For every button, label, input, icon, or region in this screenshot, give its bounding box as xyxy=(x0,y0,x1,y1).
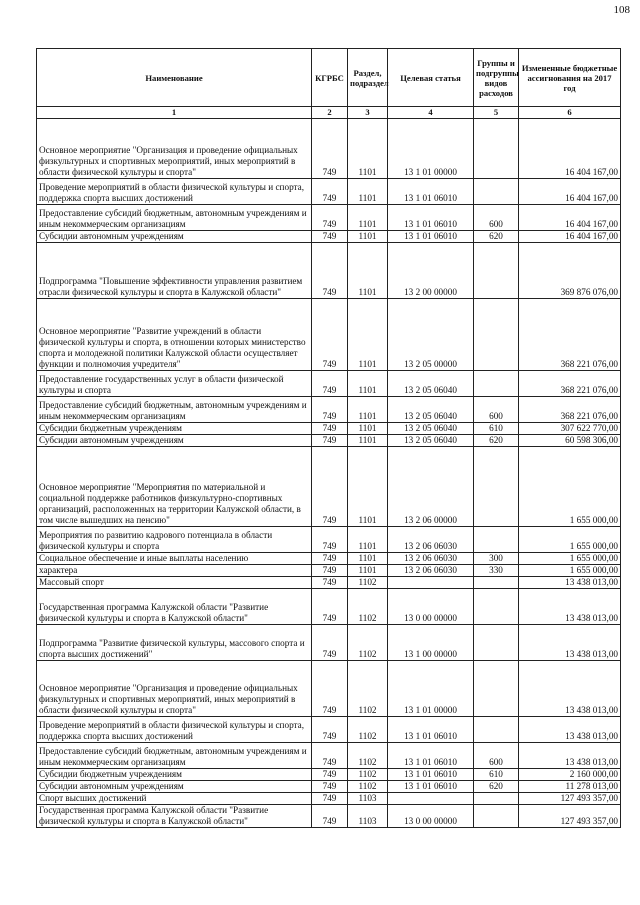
budget-table xyxy=(36,48,621,828)
cell-name: Предоставление субсидий бюджетным, автономным учреждениям и иным некоммерческим организациям xyxy=(37,743,312,769)
cell-group xyxy=(474,589,519,625)
cell-amount: 16 404 167,00 xyxy=(519,119,621,179)
header-changed: Измененные бюджетные ассигнования на 2017 год xyxy=(519,49,621,107)
cell-name: характера xyxy=(37,565,312,577)
cell-kgrbs: 749 xyxy=(312,423,348,435)
cell-group xyxy=(474,661,519,717)
cell-kgrbs: 749 xyxy=(312,793,348,805)
cell-target xyxy=(388,793,474,805)
cell-target: 13 2 06 00000 xyxy=(388,447,474,527)
table-row xyxy=(37,805,621,828)
cell-group: 610 xyxy=(474,769,519,781)
table-row xyxy=(37,119,621,179)
cell-section: 1101 xyxy=(348,179,388,205)
table-body xyxy=(37,119,621,828)
cell-name: Предоставление субсидий бюджетным, автономным учреждениям и иным некоммерческим организациям xyxy=(37,205,312,231)
cell-group xyxy=(474,577,519,589)
cell-amount: 307 622 770,00 xyxy=(519,423,621,435)
cell-group: 620 xyxy=(474,435,519,447)
cell-section: 1101 xyxy=(348,243,388,299)
cell-section: 1102 xyxy=(348,781,388,793)
cell-section: 1103 xyxy=(348,793,388,805)
cell-name: Субсидии автономным учреждениям xyxy=(37,435,312,447)
cell-name: Подпрограмма "Развитие физической культуры, массового спорта и спорта высших достижений" xyxy=(37,625,312,661)
cell-section: 1101 xyxy=(348,423,388,435)
cell-group: 600 xyxy=(474,397,519,423)
table-row xyxy=(37,769,621,781)
table-row xyxy=(37,661,621,717)
cell-amount: 1 655 000,00 xyxy=(519,527,621,553)
cell-amount: 13 438 013,00 xyxy=(519,577,621,589)
cell-name: Государственная программа Калужской области "Развитие физической культуры и спорта в Калужской области" xyxy=(37,805,312,828)
cell-target: 13 2 05 06040 xyxy=(388,397,474,423)
cell-target: 13 1 01 06010 xyxy=(388,179,474,205)
cell-name: Субсидии бюджетным учреждениям xyxy=(37,769,312,781)
cell-kgrbs: 749 xyxy=(312,231,348,243)
table-row xyxy=(37,553,621,565)
cell-group: 600 xyxy=(474,743,519,769)
cell-group xyxy=(474,717,519,743)
table-row xyxy=(37,397,621,423)
cell-target: 13 1 01 00000 xyxy=(388,119,474,179)
cell-name: Государственная программа Калужской области "Развитие физической культуры и спорта в Калужской области" xyxy=(37,589,312,625)
cell-kgrbs: 749 xyxy=(312,435,348,447)
cell-name: Проведение мероприятий в области физической культуры и спорта, поддержка спорта высших достижений xyxy=(37,179,312,205)
cell-target: 13 1 01 06010 xyxy=(388,743,474,769)
cell-amount: 1 655 000,00 xyxy=(519,565,621,577)
cell-kgrbs: 749 xyxy=(312,805,348,828)
cell-target: 13 2 05 00000 xyxy=(388,299,474,371)
table-row xyxy=(37,589,621,625)
cell-target xyxy=(388,577,474,589)
cell-name: Предоставление государственных услуг в области физической культуры и спорта xyxy=(37,371,312,397)
cell-amount: 16 404 167,00 xyxy=(519,205,621,231)
cell-group: 330 xyxy=(474,565,519,577)
cell-target: 13 0 00 00000 xyxy=(388,589,474,625)
cell-section: 1101 xyxy=(348,447,388,527)
cell-section: 1102 xyxy=(348,743,388,769)
cell-group xyxy=(474,447,519,527)
cell-amount: 1 655 000,00 xyxy=(519,447,621,527)
cell-kgrbs: 749 xyxy=(312,553,348,565)
cell-target: 13 1 01 06010 xyxy=(388,781,474,793)
cell-group xyxy=(474,805,519,828)
column-number: 1 xyxy=(37,107,312,119)
cell-name: Основное мероприятие "Организация и проведение официальных физкультурных и спортивных мероприятий, иных мероприятий в области физической культуры и спорта" xyxy=(37,119,312,179)
cell-amount: 1 655 000,00 xyxy=(519,553,621,565)
cell-name: Массовый спорт xyxy=(37,577,312,589)
cell-group: 600 xyxy=(474,205,519,231)
table-row xyxy=(37,179,621,205)
header-target: Целевая статья xyxy=(388,49,474,107)
page-number: 108 xyxy=(613,4,630,16)
cell-section: 1102 xyxy=(348,625,388,661)
cell-target: 13 1 01 06010 xyxy=(388,231,474,243)
cell-kgrbs: 749 xyxy=(312,299,348,371)
cell-target: 13 2 06 06030 xyxy=(388,527,474,553)
cell-amount: 13 438 013,00 xyxy=(519,589,621,625)
table-row xyxy=(37,565,621,577)
cell-kgrbs: 749 xyxy=(312,625,348,661)
table-row xyxy=(37,447,621,527)
cell-kgrbs: 749 xyxy=(312,119,348,179)
table-row xyxy=(37,743,621,769)
cell-group xyxy=(474,527,519,553)
header-name: Наименование xyxy=(37,49,312,107)
cell-kgrbs: 749 xyxy=(312,565,348,577)
cell-section: 1101 xyxy=(348,435,388,447)
cell-amount: 368 221 076,00 xyxy=(519,299,621,371)
cell-amount: 11 278 013,00 xyxy=(519,781,621,793)
cell-name: Субсидии автономным учреждениям xyxy=(37,231,312,243)
column-number: 5 xyxy=(474,107,519,119)
cell-kgrbs: 749 xyxy=(312,179,348,205)
cell-name: Спорт высших достижений xyxy=(37,793,312,805)
cell-target: 13 2 00 00000 xyxy=(388,243,474,299)
cell-target: 13 1 01 06010 xyxy=(388,769,474,781)
cell-amount: 13 438 013,00 xyxy=(519,661,621,717)
cell-name: Основное мероприятие "Развитие учреждений в области физической культуры и спорта, в отношении которых министерство спорта и молодежной политики Калужской области осуществляет функции и полномочия учредителя" xyxy=(37,299,312,371)
cell-name: Предоставление субсидий бюджетным, автономным учреждениям и иным некоммерческим организациям xyxy=(37,397,312,423)
header-row xyxy=(37,49,621,107)
cell-amount: 16 404 167,00 xyxy=(519,179,621,205)
cell-group xyxy=(474,793,519,805)
cell-group: 620 xyxy=(474,231,519,243)
cell-section: 1102 xyxy=(348,661,388,717)
table-row xyxy=(37,781,621,793)
cell-name: Мероприятия по развитию кадрового потенциала в области физической культуры и спорта xyxy=(37,527,312,553)
cell-section: 1101 xyxy=(348,553,388,565)
cell-amount: 13 438 013,00 xyxy=(519,743,621,769)
cell-name: Основное мероприятие "Мероприятия по материальной и социальной поддержке работников физкультурно-спортивных организаций, расположенных на территории Калужской области, в том числе вышедших на пенсию" xyxy=(37,447,312,527)
cell-kgrbs: 749 xyxy=(312,589,348,625)
cell-section: 1101 xyxy=(348,119,388,179)
cell-target: 13 1 00 00000 xyxy=(388,625,474,661)
cell-target: 13 1 01 06010 xyxy=(388,205,474,231)
column-number-row xyxy=(37,107,621,119)
cell-amount: 127 493 357,00 xyxy=(519,805,621,828)
table-row xyxy=(37,371,621,397)
column-number: 3 xyxy=(348,107,388,119)
cell-section: 1101 xyxy=(348,231,388,243)
cell-amount: 2 160 000,00 xyxy=(519,769,621,781)
cell-section: 1101 xyxy=(348,205,388,231)
table-row xyxy=(37,205,621,231)
cell-section: 1101 xyxy=(348,299,388,371)
table-row xyxy=(37,435,621,447)
cell-name: Подпрограмма "Повышение эффективности управления развитием отрасли физической культуры и спорта в Калужской области" xyxy=(37,243,312,299)
cell-amount: 60 598 306,00 xyxy=(519,435,621,447)
cell-section: 1101 xyxy=(348,371,388,397)
cell-section: 1101 xyxy=(348,565,388,577)
cell-target: 13 2 05 06040 xyxy=(388,371,474,397)
cell-amount: 368 221 076,00 xyxy=(519,397,621,423)
cell-kgrbs: 749 xyxy=(312,743,348,769)
cell-section: 1102 xyxy=(348,577,388,589)
cell-section: 1102 xyxy=(348,589,388,625)
cell-amount: 368 221 076,00 xyxy=(519,371,621,397)
table-row xyxy=(37,793,621,805)
cell-amount: 16 404 167,00 xyxy=(519,231,621,243)
cell-group: 300 xyxy=(474,553,519,565)
cell-name: Субсидии бюджетным учреждениям xyxy=(37,423,312,435)
cell-amount: 13 438 013,00 xyxy=(519,625,621,661)
cell-section: 1101 xyxy=(348,397,388,423)
cell-kgrbs: 749 xyxy=(312,371,348,397)
table-row xyxy=(37,717,621,743)
cell-group xyxy=(474,625,519,661)
table-row xyxy=(37,625,621,661)
cell-name: Социальное обеспечение и иные выплаты населению xyxy=(37,553,312,565)
header-groups: Группы и подгруппы видов расходов xyxy=(474,49,519,107)
cell-target: 13 1 01 06010 xyxy=(388,717,474,743)
cell-group: 610 xyxy=(474,423,519,435)
cell-amount: 127 493 357,00 xyxy=(519,793,621,805)
table-row xyxy=(37,527,621,553)
cell-target: 13 0 00 00000 xyxy=(388,805,474,828)
cell-kgrbs: 749 xyxy=(312,661,348,717)
cell-name: Основное мероприятие "Организация и проведение официальных физкультурных и спортивных мероприятий, иных мероприятий в области физической культуры и спорта" xyxy=(37,661,312,717)
cell-kgrbs: 749 xyxy=(312,527,348,553)
header-kgrbs: КГРБС xyxy=(312,49,348,107)
cell-name: Проведение мероприятий в области физической культуры и спорта, поддержка спорта высших достижений xyxy=(37,717,312,743)
cell-target: 13 2 05 06040 xyxy=(388,435,474,447)
table-row xyxy=(37,299,621,371)
table-row xyxy=(37,231,621,243)
column-number: 4 xyxy=(388,107,474,119)
cell-kgrbs: 749 xyxy=(312,781,348,793)
cell-group xyxy=(474,119,519,179)
cell-name: Субсидии автономным учреждениям xyxy=(37,781,312,793)
cell-target: 13 1 01 00000 xyxy=(388,661,474,717)
cell-section: 1102 xyxy=(348,769,388,781)
cell-amount: 369 876 076,00 xyxy=(519,243,621,299)
header-section: Раздел, подраздел xyxy=(348,49,388,107)
cell-section: 1101 xyxy=(348,527,388,553)
cell-target: 13 2 05 06040 xyxy=(388,423,474,435)
cell-group xyxy=(474,371,519,397)
table-row xyxy=(37,577,621,589)
cell-group xyxy=(474,179,519,205)
column-number: 6 xyxy=(519,107,621,119)
cell-amount: 13 438 013,00 xyxy=(519,717,621,743)
cell-group: 620 xyxy=(474,781,519,793)
cell-kgrbs: 749 xyxy=(312,243,348,299)
cell-kgrbs: 749 xyxy=(312,769,348,781)
cell-kgrbs: 749 xyxy=(312,717,348,743)
cell-kgrbs: 749 xyxy=(312,577,348,589)
cell-target: 13 2 06 06030 xyxy=(388,565,474,577)
cell-kgrbs: 749 xyxy=(312,397,348,423)
table-row xyxy=(37,243,621,299)
cell-kgrbs: 749 xyxy=(312,447,348,527)
cell-target: 13 2 06 06030 xyxy=(388,553,474,565)
cell-group xyxy=(474,299,519,371)
cell-kgrbs: 749 xyxy=(312,205,348,231)
cell-section: 1103 xyxy=(348,805,388,828)
cell-group xyxy=(474,243,519,299)
cell-section: 1102 xyxy=(348,717,388,743)
table-row xyxy=(37,423,621,435)
column-number: 2 xyxy=(312,107,348,119)
